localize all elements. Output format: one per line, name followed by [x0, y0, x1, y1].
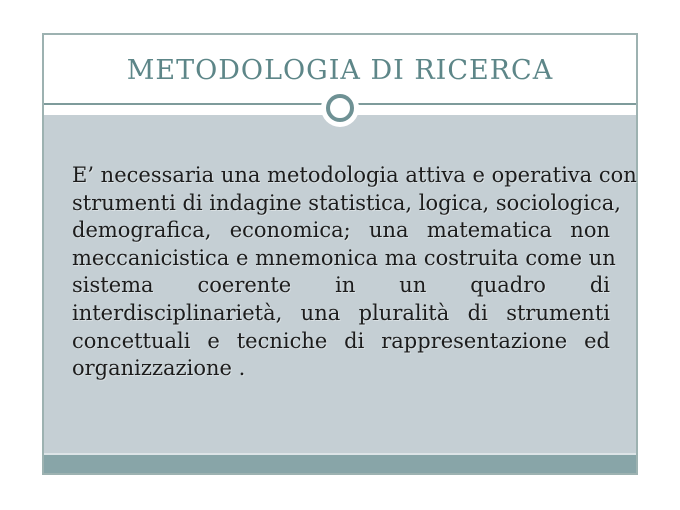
slide-frame — [42, 33, 638, 475]
body-text-line: interdisciplinarietà, una pluralità di strumenti — [72, 300, 610, 325]
body-text-line: concettuali e tecniche di rappresentazione ed — [72, 328, 610, 353]
body-text-line: organizzazione . — [72, 356, 246, 381]
body-text-line: sistema coerente in un quadro di — [72, 273, 610, 298]
slide-title: METODOLOGIA DI RICERCA — [126, 54, 554, 86]
footer-accent-bar — [44, 453, 636, 473]
body-text-line: meccanicistica e mnemonica ma costruita come un — [72, 245, 616, 270]
divider-circle-ornament — [321, 89, 359, 127]
slide-body-panel — [44, 115, 636, 453]
circle-ring-icon — [326, 94, 354, 122]
body-text-line: E’ necessaria una metodologia attiva e operativa con — [72, 163, 637, 187]
body-text-line: demografica, economica; una matematica non — [72, 218, 610, 243]
body-text-line: strumenti di indagine statistica, logica, sociologica, — [72, 190, 621, 215]
